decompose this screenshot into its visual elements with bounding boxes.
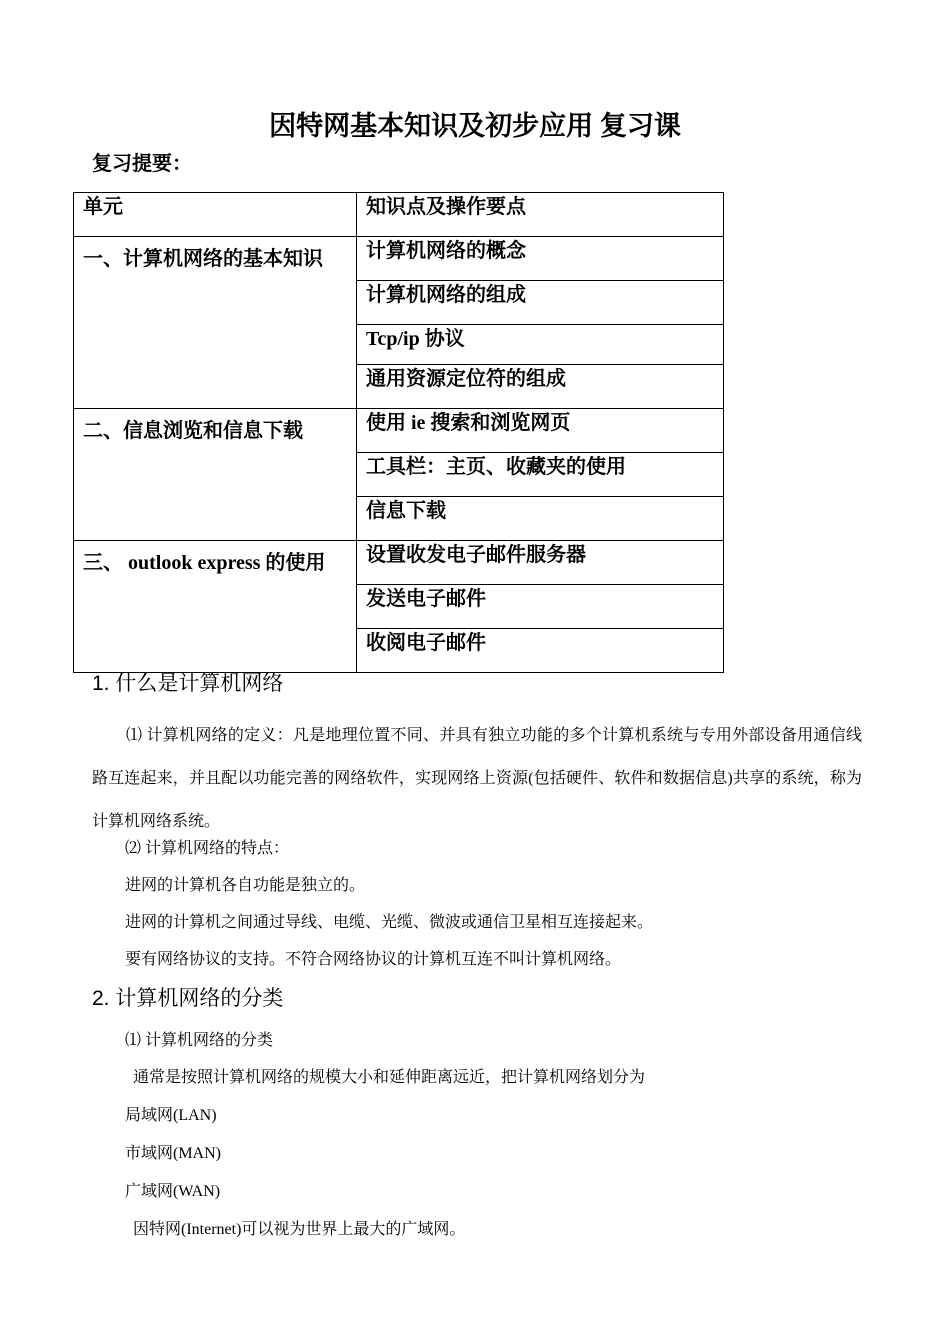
table-row bbox=[74, 237, 724, 281]
feature-item: 进网的计算机各自功能是独立的。 bbox=[125, 877, 366, 894]
section-heading: 1. 什么是计算机网络 bbox=[92, 672, 284, 695]
review-outline-table bbox=[73, 192, 724, 673]
knowledge-point: 计算机网络的组成 bbox=[357, 281, 724, 325]
knowledge-point: 收阅电子邮件 bbox=[357, 629, 724, 673]
network-type: 广域网(WAN) bbox=[125, 1183, 221, 1200]
network-type: 局域网(LAN) bbox=[125, 1107, 217, 1124]
internet-note: 因特网(Internet)可以视为世界上最大的广域网。 bbox=[133, 1221, 466, 1238]
knowledge-point: 信息下载 bbox=[357, 497, 724, 541]
table-row bbox=[74, 409, 724, 453]
classification-intro: 通常是按照计算机网络的规模大小和延伸距离远近，把计算机网络划分为 bbox=[133, 1069, 646, 1086]
header-points: 知识点及操作要点 bbox=[357, 193, 724, 237]
knowledge-point: 使用 ie 搜索和浏览网页 bbox=[357, 409, 724, 453]
features-label: ⑵ 计算机网络的特点： bbox=[125, 840, 290, 857]
feature-item: 进网的计算机之间通过导线、电缆、光缆、微波或通信卫星相互连接起来。 bbox=[125, 914, 654, 931]
review-summary-label: 复习提要： bbox=[92, 153, 192, 175]
feature-item: 要有网络协议的支持。不符合网络协议的计算机互连不叫计算机网络。 bbox=[125, 951, 622, 968]
unit-cell: 二、信息浏览和信息下载 bbox=[74, 409, 357, 541]
knowledge-point: 计算机网络的概念 bbox=[357, 237, 724, 281]
knowledge-point: 设置收发电子邮件服务器 bbox=[357, 541, 724, 585]
knowledge-point: Tcp/ip 协议 bbox=[357, 325, 724, 365]
section-heading: 2. 计算机网络的分类 bbox=[92, 987, 284, 1010]
unit-cell: 一、计算机网络的基本知识 bbox=[74, 237, 357, 409]
knowledge-point: 工具栏：主页、收藏夹的使用 bbox=[357, 453, 724, 497]
definition-paragraph: ⑴ 计算机网络的定义：凡是地理位置不同、并具有独立功能的多个计算机系统与专用外部设备用通信线路互连起来，并且配以功能完善的网络软件，实现网络上资源(包括硬件、软件和数据信息)共享的系统，称为计算机网络系统。 bbox=[92, 727, 862, 830]
header-unit: 单元 bbox=[74, 193, 357, 237]
table-header-row bbox=[74, 193, 724, 237]
table-row bbox=[74, 541, 724, 585]
network-type: 市域网(MAN) bbox=[125, 1145, 221, 1162]
document-title: 因特网基本知识及初步应用 复习课 bbox=[269, 111, 681, 141]
knowledge-point: 发送电子邮件 bbox=[357, 585, 724, 629]
knowledge-point: 通用资源定位符的组成 bbox=[357, 365, 724, 409]
unit-cell: 三、 outlook express 的使用 bbox=[74, 541, 357, 673]
classification-label: ⑴ 计算机网络的分类 bbox=[125, 1032, 274, 1049]
